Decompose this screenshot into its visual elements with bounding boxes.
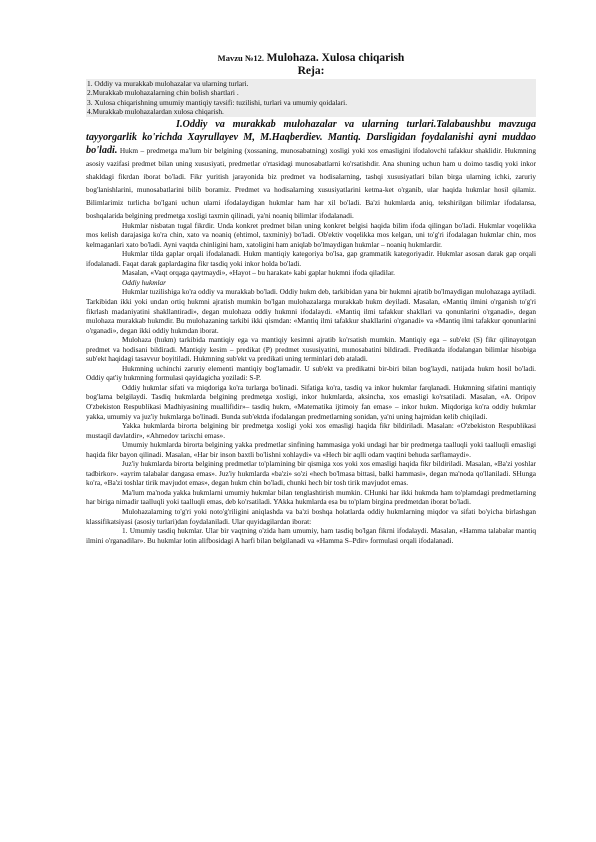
plan-item: 3. Xulosa chiqarishning umumiy mantiqiy tavsifi: tuzilishi, turlari va umumiy qoidalari. (86, 98, 536, 107)
body-paragraph: Mulohazalarning to'g'ri yoki noto'g'riligini aniqlashda va ba'zi boshqa holatlarda oddiy hukmlarning miqdor va sifati bo'yicha birlashgan klassifikatsiyasi (asosiy turlari)dan foydalaniladi. Ular quyidagilardan iborat: (86, 507, 536, 526)
body-paragraph: Oddiy hukmlar sifati va miqdoriga ko'ra turlarga bo'linadi. Sifatiga ko'ra, tasdiq va inkor hukmlar farqlanadi. Hukmning sifatini mantiqiy bog'lama belgilaydi. Tasdiq hukmlarda belgining predmetga xosligi, inkor hukmlarda, aksincha, xos emasligi ko'rsatiladi. Masalan, «A. Oripov O'zbekiston Respublikasi Madhiyasining muallifidir»– tasdiq hukm, «Matematika ijtimoiy fan emas» – inkor hukm. Miqdoriga ko'ra oddiy hukmlar yakka, umumiy va juz'iy hukmlarga bo'linadi. Bunda sub'ektda ifodalangan predmetlarning sonidan, ya'ni uning hajmidan kelib chiqiladi. (86, 382, 536, 421)
body-paragraph: Juz'iy hukmlarda birorta belgining predmetlar to'plamining bir qismiga xos yoki xos emasligi haqida fikr bildiriladi. Masalan, «Ba'zi yoshlar tadbirkor». «ayrim talabalar dangasa emas». Juz'iy hukmlarda «ba'zi» so'zi «hech bo'lmasa bittasi, balki hammasi», degan ma'noda qo'llaniladi. SHunga ko'ra, «Ba'zi toshlar tirik mavjudot emas», degan hukm chin bo'ladi, chunki hech bir tosh tirik mavjudot emas. (86, 459, 536, 488)
topic-number: Mavzu №12. (217, 53, 264, 63)
body-paragraph: Hukmlar tuzilishiga ko'ra oddiy va murakkab bo'ladi. Oddiy hukm deb, tarkibidan yana bir hukmni ajratib bo'lmaydigan mulohazaga aytiladi. Tarkibidan ikki yoki undan ortiq hukmni ajratish mumkin bo'lgan mulohazalarga murakkab hukm deyiladi. Masalan, «Mantiq ilmini o'rganish to'g'ri fikrlash madaniyatini shakllantiradi», degan mulohaza oddiy hukmni ifodalaydi. «Mantiq ilmi tafakkur shakllari va qonunlarini o'rganadi», degan mulohaza murakkab hukmdir. Bu mulohazaning tarkibi ikki qismdan: «Mantiq ilmi tafakkur shakllarini o'rganadi» va «Mantiq ilmi tafakkur qonunlarini o'rganadi», degan ikki oddiy hukmdan iborat. (86, 287, 536, 335)
section-reading-note: Talabaushbu mavzuga tayyorgarlik ko'richda Xayrullayev M, M.Haqberdiev. Mantiq. Darsligidan foydalanishi ayni muddao bo'ladi. (86, 118, 537, 156)
plan-item: 2.Murakkab mulohazalarning chin bolish shartlari . (86, 88, 536, 97)
plan-heading: Reja: (297, 65, 325, 77)
body-paragraph: Yakka hukmlarda birorta belgining bir predmetga xosligi yoki xos emasligi haqida fikr bildiriladi. Masalan: «O'zbekiston Respublikasi mustaqil davlatdir», «Ahmedov tarixchi emas». (86, 421, 536, 440)
plan-item: 1. Oddiy va murakkab mulohazalar va ularning turlari. (86, 79, 536, 88)
body-paragraph: Ma'lum ma'noda yakka hukmlarni umumiy hukmlar bilan tenglashtirish mumkin. CHunki har ikki hukmda ham to'plamdagi predmetlarning har biriga nimadir taalluqli yoki taalluqli emas, deb ko'rsatiladi. YAkka hukmlarda esa bu to'plam birgina predmetdan iborat bo'ladi. (86, 487, 536, 507)
body-paragraph: Masalan, «Vaqt orqaga qaytmaydi», «Hayot – bu harakat» kabi gaplar hukmni ifoda qiladilar. (122, 268, 395, 278)
body-paragraph: Mulohaza (hukm) tarkibida mantiqiy ega va mantiqiy kesimni ajratib ko'rsatish mumkin. Mantiqiy ega – sub'ekt (S) fikr qilinayotgan predmet va hodisani bildiradi. Mantiqiy kesim – predikat (P) predmet xususiyatini, munosabatini bildiradi. Predikatda ifodalangan bilimlar hisobiga sub'ekt haqidagi tasavvur boyitiladi. Hukmning sub'ekt va predikati uning terminlari deb ataladi. (86, 335, 536, 364)
section-lead-text: Hukm – predmetga ma'lum bir belgining (xossaning, munosabatning) xosligi yoki xos emasligini ifodalovchi tafakkur shaklidir. Hukmning asosiy vazifasi predmet bilan uning xususiyati, predmetlar o'rtasidagi munosabatlarni ko'rsatishdir. Ana shuning uchun ham u doimo tasdiq yoki inkor shakldagi fikrdan iborat bo'ladi. Fikr yuritish jarayonida biz predmet va hodisalarning, tashqi xususiyatlari bilan birga ularning ichki, zaruriy bog'lanishlarini, munosabatlarini bilib boramiz. Predmet va hodisalarning xususiyatlarini ketma-ket o'rganib, ular haqida hukmlar hosil qilamiz. Bilimlarimiz turlicha bo'lgani uchun ularni ifodalaydigan hukmlar ham har xil bo'ladi. Ba'zi hukmlarda aniq, tekshirilgan bilimlar ifodalansa, boshqalarida belgining predmetga xosligi taxmin qilinadi, ya'ni noaniq bilimlar ifodalanadi. (86, 145, 536, 220)
body-paragraph: 1. Umumiy tasdiq hukmlar. Ular bir vaqtning o'zida ham umumiy, ham tasdiq bo'lgan fikrni ifodalaydi. Masalan, «Hamma talabalar mantiq ilmini o'rganadilar». Bu hukmlar lotin alifbosidagi A harfi bilan belgilanadi va «Hamma S–Pdir» formulasi orqali ifodalanadi. (86, 526, 536, 545)
subheading: Oddiy hukmlar (122, 277, 166, 287)
body-paragraph: Hukmlar tilda gaplar orqali ifodalanadi. Hukm mantiqiy kategoriya bo'lsa, gap grammatik kategoriyadir. Hukmlar asosan darak gap orqali ifodalanadi. Faqat darak gaplardagina fikr tasdiq yoki inkor holda bo'ladi. (86, 249, 536, 268)
section-title: I.Oddiy va murakkab mulohazalar va ularning turlari. (176, 118, 437, 130)
topic-name: Mulohaza. Xulosa chiqarish (266, 52, 405, 64)
section-heading (86, 117, 536, 221)
body-paragraph: Hukmning uchinchi zaruriy elementi mantiqiy bog'lamadir. U sub'ekt va predikatni bir-biri bilan bog'laydi, natijada hukm hosil bo'ladi. Oddiy qat'iy hukmning formulasi qayidagicha yoziladi: S-P. (86, 363, 536, 383)
body-paragraph: Hukmlar nisbatan tugal fikrdir. Unda konkret predmet bilan uning konkret belgisi haqida bilim ifoda qilingan bo'ladi. Hukmlar voqelikka mos kelish darajasiga ko'ra chin, xato va noaniq (ehtimol, taxminiy) bo'ladi. Ob'ektiv voqelikka mos kelgan, uni to'g'ri ifodalagan hukmlar chin, mos kelmaganlari xato bo'ladi. Ayni vaqtda chinligini ham, xatoligini ham aniqlab bo'lmaydigan hukmlar – noaniq hukmlardir. (86, 220, 536, 249)
topic-title (86, 52, 536, 65)
plan-item: 4.Murakkab mulohazalardan xulosa chiqarish. (86, 107, 536, 116)
plan-list (86, 79, 536, 117)
body-paragraph: Umumiy hukmlarda birorta belgining yakka predmetlar sinfining hammasiga yoki undagi har bir predmetga taalluqli yoki taalluqli emasligi haqida fikr bayon qilinadi. Masalan, «Har bir inson baxtli bo'lishni xohlaydi» va «Hech bir aqlli odam vaqtini behuda sarflamaydi». (86, 440, 536, 459)
